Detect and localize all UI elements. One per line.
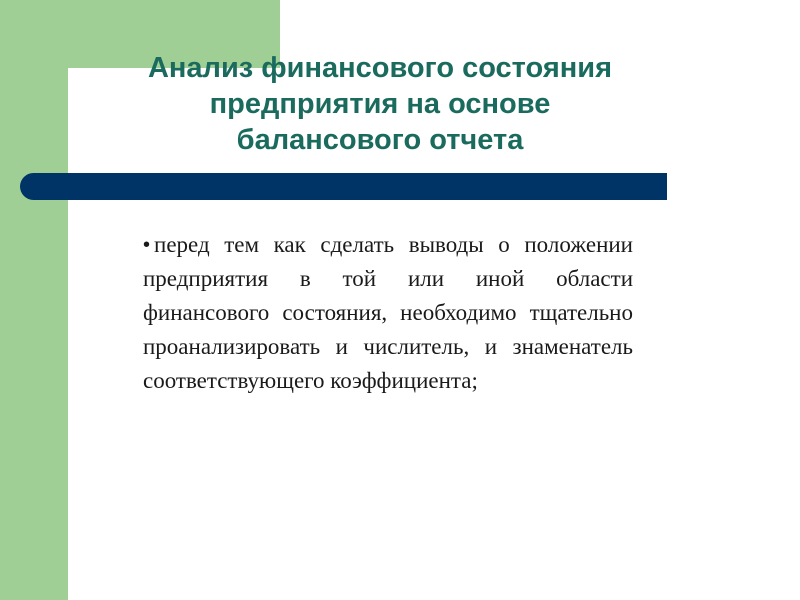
title-line: Анализ финансового состояния <box>147 52 613 84</box>
title-divider-bar <box>20 173 667 200</box>
green-side-band <box>0 0 68 600</box>
bullet-text: перед тем как сделать выводы о положении предприятия в той или иной области финансового состояния, необходимо тщательно проанализировать и числитель, и знаменатель соответствующего коэффициента; <box>143 232 633 393</box>
bullet-marker: • <box>143 234 151 256</box>
title-line: балансового отчета <box>236 124 524 156</box>
title-line: предприятия на основе <box>209 88 551 120</box>
bullet-item <box>143 228 633 398</box>
slide-title <box>120 50 640 158</box>
